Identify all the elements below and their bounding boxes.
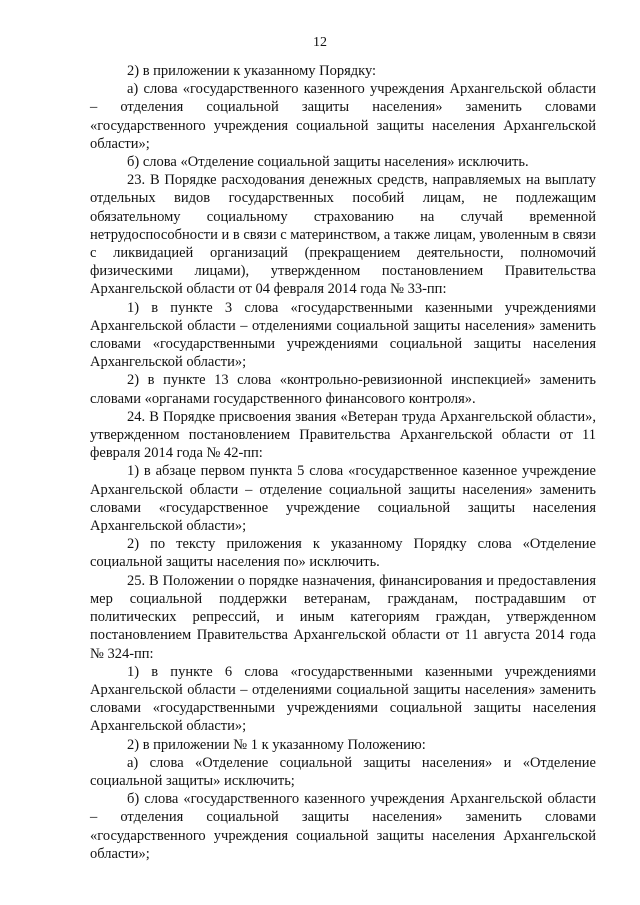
paragraph: 1) в пункте 6 слова «государственными казенными учреждениями Архангельской области – отделениями социальной защиты населения» заменить словами «государственными учреждениями социальной защиты населения Архангельской области»;: [90, 663, 596, 735]
document-body: [90, 62, 596, 863]
paragraph: 2) по тексту приложения к указанному Порядку слова «Отделение социальной защиты населения по» исключить.: [90, 536, 596, 571]
paragraph: 1) в абзаце первом пункта 5 слова «государственное казенное учреждение Архангельской области – отделение социальной защиты населения» заменить словами «государственное учреждение социальной защиты населения Архангельской области»;: [90, 463, 596, 535]
page-number: 12: [313, 35, 327, 50]
paragraph: 2) в пункте 13 слова «контрольно-ревизионной инспекцией» заменить словами «органами государственного финансового контроля».: [90, 372, 596, 407]
paragraph: 1) в пункте 3 слова «государственными казенными учреждениями Архангельской области – отделениями социальной защиты населения» заменить словами «государственными учреждениями социальной защиты населения Архангельской области»;: [90, 299, 596, 371]
paragraph: 2) в приложении к указанному Порядку:: [127, 63, 377, 79]
paragraph: 23. В Порядке расходования денежных средств, направляемых на выплату отдельных видов государственных пособий лицам, не подлежащим обязательному социальному страхованию на случай временной нетрудоспособности и в связи с материнством, а также лицам, уволенным в связи с ликвидацией организаций (прекращением деятельности, полномочий физическими лицами), утвержденном постановлением Правительства Архангельской области от 04 февраля 2014 года № 33-пп:: [90, 172, 596, 298]
paragraph: 24. В Порядке присвоения звания «Ветеран труда Архангельской области», утвержденном постановлением Правительства Архангельской области от 11 февраля 2014 года № 42-пп:: [90, 408, 596, 462]
paragraph: 25. В Положении о порядке назначения, финансирования и предоставления мер социальной поддержки ветеранам, гражданам, пострадавшим от политических репрессий, и иным категориям граждан, утвержденном постановлением Правительства Архангельской области от 11 августа 2014 года № 324-пп:: [90, 572, 596, 662]
paragraph: 2) в приложении № 1 к указанному Положению:: [127, 736, 426, 753]
paragraph: б) слова «Отделение социальной защиты населения» исключить.: [127, 154, 529, 171]
paragraph: а) слова «государственного казенного учреждения Архангельской области – отделения социальной защиты населения» заменить словами «государственного учреждения социальной защиты населения Архангельской области»;: [90, 81, 596, 152]
paragraph: б) слова «государственного казенного учреждения Архангельской области – отделения социальной защиты населения» заменить словами «государственного учреждения социальной защиты населения Архангельской области»;: [90, 791, 596, 862]
paragraph: а) слова «Отделение социальной защиты населения» и «Отделение социальной защиты» исключить;: [90, 754, 596, 789]
